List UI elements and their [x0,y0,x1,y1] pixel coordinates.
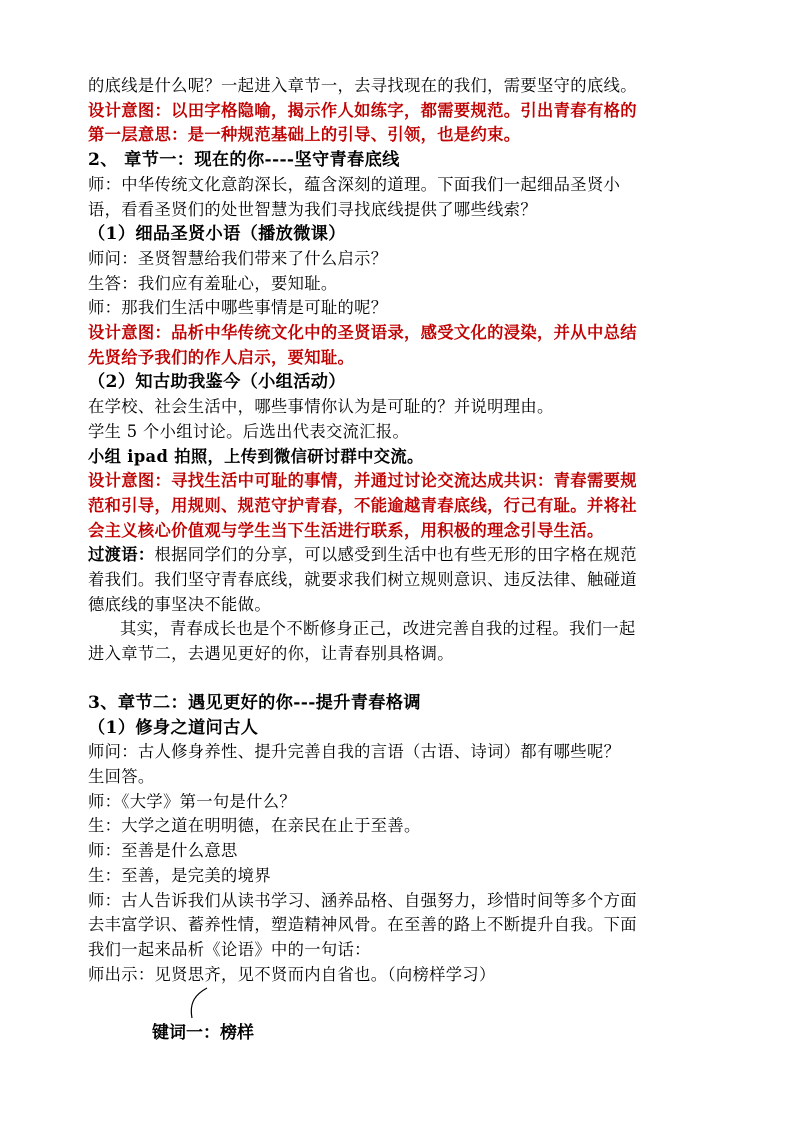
text-line: 2、 章节一：现在的你----坚守青春底线 [88,150,400,171]
text-line: （2）知古助我鉴今（小组活动） [88,372,346,393]
text-line: 师问：古人修身养性、提升完善自我的言语（古语、诗词）都有哪些呢？ [88,742,621,762]
text-line: 在学校、社会生活中，哪些事情你认为是可耻的？并说明理由。 [88,397,554,417]
text-line: 语，看看圣贤们的处世智慧为我们寻找底线提供了哪些线索？ [88,199,538,219]
transition-text: 根据同学们的分享，可以感受到生活中也有些无形的田字格在规范 [154,545,637,565]
text-line: 小组 ipad 拍照，上传到微信研讨群中交流。 [88,446,424,466]
text-line: 德底线的事坚决不能做。 [88,594,271,614]
text-line: 进入章节二，去遇见更好的你，让青春别具格调。 [88,644,454,664]
text-line: 师：中华传统文化意韵深长，蕴含深刻的道理。下面我们一起细品圣贤小 [88,174,621,194]
text-line: （1）细品圣贤小语（播放微课） [88,224,346,245]
text-line: 设计意图：品析中华传统文化中的圣贤语录，感受文化的浸染，并从中总结 [88,323,637,343]
text-line: 师：至善是什么意思 [88,841,238,861]
text-line: 范和引导，用规则、规范守护青春，不能逾越青春底线，行己有耻。并将社 [88,495,637,515]
text-line: 师问：圣贤智慧给我们带来了什么启示？ [88,248,388,268]
text-line: 3、章节二：遇见更好的你---提升青春格调 [88,692,421,713]
text-line: 学生 5 个小组讨论。后选出代表交流汇报。 [88,421,410,441]
text-line: 生：大学之道在明明德，在亲民在止于至善。 [88,816,421,836]
text-line: 生回答。 [88,766,155,786]
annotation-curve-line [191,988,207,1018]
blank-line [88,667,713,691]
text-line: 生答：我们应有羞耻心，要知耻。 [88,273,338,293]
text-line: 着我们。我们坚守青春底线，就要求我们树立规则意识、违反法律、触碰道 [88,570,637,590]
text-line: 去丰富学识、蓄养性情，塑造精神风骨。在至善的路上不断提升自我。下面 [88,915,637,935]
text-line: 师出示：见贤思齐，见不贤而内自省也。（向榜样学习） [88,964,496,984]
text-line: 会主义核心价值观与学生当下生活进行联系，用积极的理念引导生活。 [88,520,604,540]
text-line: 设计意图：以田字格隐喻，揭示作人如练字，都需要规范。引出青春有格的 [88,100,637,120]
text-line: 其实，青春成长也是个不断修身正己，改进完善自我的过程。我们一起 [120,619,636,639]
text-line: 设计意图：寻找生活中可耻的事情，并通过讨论交流达成共识：青春需要规 [88,471,637,491]
text-line: 先贤给予我们的作人启示，要知耻。 [88,347,355,367]
text-line: 师：《大学》第一句是什么？ [88,791,297,811]
text-line: 师：古人告诉我们从读书学习、涵养品格、自强努力，珍惜时间等多个方面 [88,890,637,910]
text-line: 的底线是什么呢？一起进入章节一，去寻找现在的我们，需要坚守的底线。 [88,76,637,95]
document-body [88,74,713,987]
keyword-label: 键词一：榜样 [152,1023,254,1043]
text-line: 生：至善，是完美的境界 [88,865,271,885]
text-line: 我们一起来品析《论语》中的一句话： [88,939,371,959]
text-line: （1）修身之道问古人 [88,717,259,738]
transition-label: 过渡语： [88,545,155,565]
text-line: 师：那我们生活中哪些事情是可耻的呢？ [88,298,388,318]
text-line [88,543,713,568]
text-line: 第一层意思：是一种规范基础上的引导、引领，也是约束。 [88,125,521,145]
